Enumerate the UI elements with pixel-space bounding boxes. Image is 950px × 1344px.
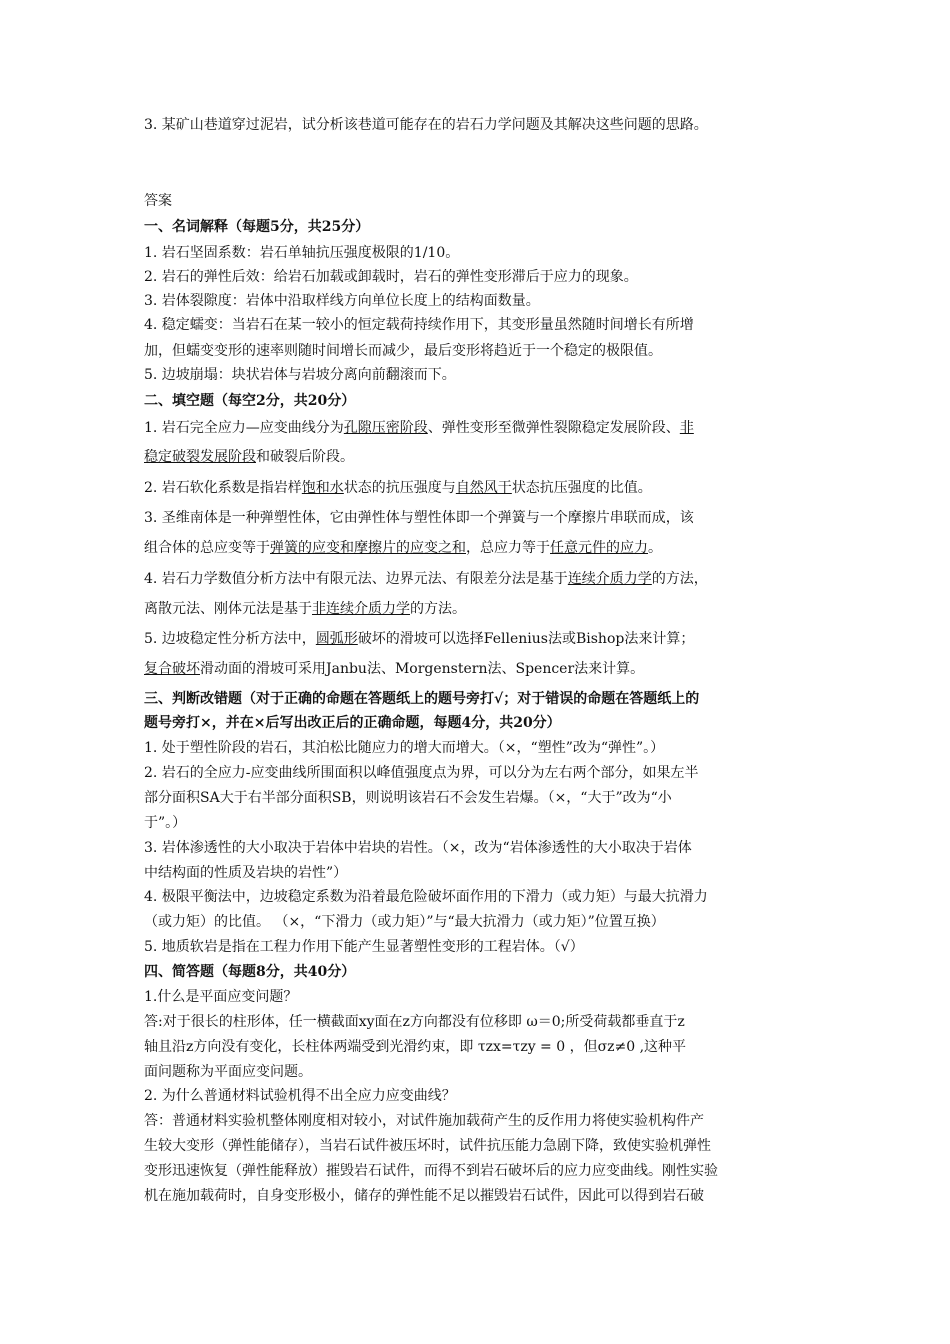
text: 破坏的滑坡可以选择Fellenius法或Bishop法来计算； — [357, 631, 695, 647]
blank-answer: 饱和水 — [301, 480, 344, 496]
sec4-item: 变形迅速恢复（弹性能释放）摧毁岩石试件，而得不到岩石破坏后的应力应变曲线。刚性实验 — [144, 1163, 718, 1179]
sec4-item: 2. 为什么普通材料试验机得不出全应力应变曲线？ — [144, 1088, 456, 1104]
fill-blank-5-cont — [144, 658, 816, 680]
text: 5. 边坡稳定性分析方法中， — [144, 631, 316, 647]
fill-blank-4-cont — [144, 598, 816, 620]
sec1-item: 加，但蠕变变形的速率则随时间增长而减少，最后变形将趋近于一个稳定的极限值。 — [144, 343, 662, 359]
sec4-item: 机在施加载荷时，自身变形极小，储存的弹性能不足以摧毁岩石试件，因此可以得到岩石破 — [144, 1188, 704, 1204]
blank-answer: 非连续介质力学 — [312, 601, 410, 617]
sec3-item: 1. 处于塑性阶段的岩石，其泊松比随应力的增大而增大。（×，“塑性”改为“弹性”。） — [144, 740, 665, 756]
fill-blank-5 — [144, 628, 816, 650]
text: 1. 岩石完全应力—应变曲线分为 — [144, 420, 344, 436]
sec3-item: 部分面积SA大于右半部分面积SB，则说明该岩石不会发生岩爆。（×，“大于”改为“小 — [144, 790, 672, 806]
fill-blank-3-cont — [144, 537, 816, 559]
sec1-item: 3. 岩体裂隙度：岩体中沿取样线方向单位长度上的结构面数量。 — [144, 293, 540, 309]
blank-answer: 孔隙压密阶段 — [343, 420, 428, 436]
blank-answer: 圆弧形 — [315, 631, 358, 647]
blank-answer: 任意元件的应力 — [550, 540, 648, 556]
sec3-item: 2. 岩石的全应力-应变曲线所围面积以峰值强度点为界，可以分为左右两个部分，如果左半 — [144, 765, 699, 781]
blank-answer: 自然风干 — [455, 480, 512, 496]
sec3-item: 3. 岩体渗透性的大小取决于岩体中岩块的岩性。（×，改为“岩体渗透性的大小取决于岩体 — [144, 840, 692, 856]
sec1-item: 5. 边坡崩塌：块状岩体与岩坡分离向前翻滚而下。 — [144, 367, 456, 383]
section-3-heading: 三、判断改错题（对于正确的命题在答题纸上的题号旁打√；对于错误的命题在答题纸上的 — [144, 691, 700, 707]
sec3-item: 中结构面的性质及岩块的岩性”） — [144, 865, 348, 881]
sec4-item: 答:对于很长的柱形体，任一横截面xy面在z方向都没有位移即 ω＝0;所受荷载都垂直于z — [144, 1014, 685, 1030]
fill-blank-2 — [144, 477, 816, 499]
text: ，总应力等于 — [466, 540, 550, 556]
sec1-item: 1. 岩石坚固系数：岩石单轴抗压强度极限的1/10。 — [144, 245, 460, 261]
blank-answer: 弹簧的应变和摩擦片的应变之和 — [270, 540, 466, 556]
text: 组合体的总应变等于 — [144, 540, 270, 556]
text: 的方法。 — [410, 601, 466, 617]
sec1-item: 4. 稳定蠕变：当岩石在某一较小的恒定载荷持续作用下，其变形量虽然随时间增长有所增 — [144, 317, 694, 333]
text: 和破裂后阶段。 — [256, 449, 354, 465]
fill-blank-1-cont — [144, 446, 816, 468]
section-4-heading: 四、简答题（每题8分，共40分） — [144, 964, 356, 980]
section-3-heading-cont: 题号旁打×，并在×后写出改正后的正确命题，每题4分，共20分） — [144, 715, 561, 731]
blank-answer: 复合破坏 — [144, 661, 200, 677]
section-1-heading: 一、名词解释（每题5分，共25分） — [144, 219, 370, 235]
section-2-heading: 二、填空题（每空2分，共20分） — [144, 393, 356, 409]
fill-blank-4 — [144, 568, 816, 590]
sec1-item: 2. 岩石的弹性后效：给岩石加载或卸载时，岩石的弹性变形滞后于应力的现象。 — [144, 269, 638, 285]
text: 2. 岩石软化系数是指岩样 — [144, 480, 302, 496]
sec4-item: 1.什么是平面应变问题？ — [144, 989, 298, 1005]
text: 。 — [648, 540, 662, 556]
fill-blank-3: 3. 圣维南体是一种弹塑性体，它由弹性体与塑性体即一个弹簧与一个摩擦片串联而成，该 — [144, 510, 694, 526]
sec3-item: （或力矩）的比值。 （×，“下滑力（或力矩）”与“最大抗滑力（或力矩）”位置互换） — [144, 914, 665, 930]
text: 离散元法、刚体元法是基于 — [144, 601, 312, 617]
sec3-item: 4. 极限平衡法中，边坡稳定系数为沿着最危险破坏面作用的下滑力（或力矩）与最大抗滑力 — [144, 889, 708, 905]
text: 4. 岩石力学数值分析方法中有限元法、边界元法、有限差分法是基于 — [144, 571, 568, 587]
answer-label: 答案 — [144, 193, 172, 209]
sec3-item: 5. 地质软岩是指在工程力作用下能产生显著塑性变形的工程岩体。（√） — [144, 939, 584, 955]
text: 状态的抗压强度与 — [343, 480, 456, 496]
sec3-item: 于”。） — [144, 815, 187, 831]
text: 、弹性变形至微弹性裂隙稳定发展阶段、 — [427, 420, 680, 436]
text: 的方法， — [651, 571, 708, 587]
sec4-item: 轴且沿z方向没有变化，长柱体两端受到光滑约束，即 τzx=τzy = 0 ，但σz≠0 ,这种平 — [144, 1039, 687, 1055]
blank-answer: 非 — [679, 420, 694, 436]
text: 状态抗压强度的比值。 — [511, 480, 652, 496]
sec4-item: 生较大变形（弹性能储存），当岩石试件被压坏时，试件抗压能力急剧下降，致使实验机弹性 — [144, 1138, 711, 1154]
question-3: 3. 某矿山巷道穿过泥岩，试分析该巷道可能存在的岩石力学问题及其解决这些问题的思路。 — [144, 117, 708, 133]
fill-blank-1 — [144, 417, 816, 439]
blank-answer: 稳定破裂发展阶段 — [144, 449, 256, 465]
text: 滑动面的滑坡可采用Janbu法、Morgenstern法、Spencer法来计算。 — [200, 661, 645, 677]
blank-answer: 连续介质力学 — [567, 571, 652, 587]
sec4-item: 面问题称为平面应变问题。 — [144, 1064, 312, 1080]
sec4-item: 答：普通材料实验机整体刚度相对较小，对试件施加载荷产生的反作用力将使实验机构件产 — [144, 1113, 704, 1129]
